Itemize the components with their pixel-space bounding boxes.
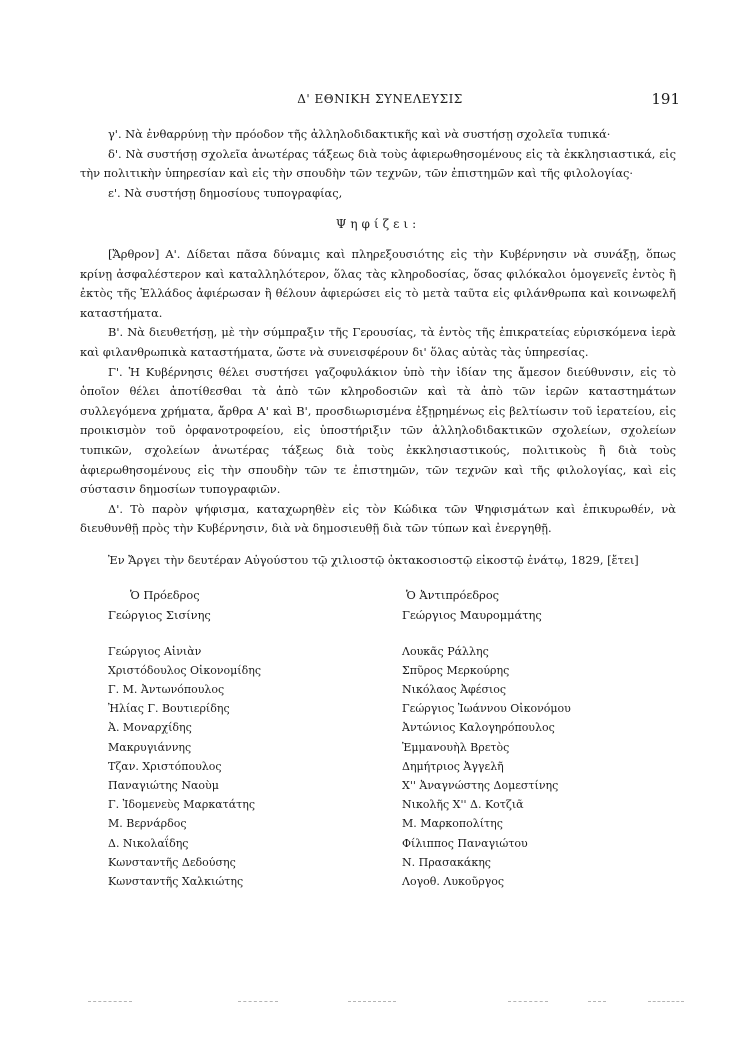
president-name: Γεώργιος Σισίνης [108,608,211,623]
signatory-name: Σπῦρος Μερκούρης [402,663,510,677]
signatory-name: Μ. Μαρκοπολίτης [402,817,503,831]
signatory-name: Γ. Ἰδομενεὺς Μαρκατάτης [108,798,255,812]
signatory-name: Λουκᾶς Ράλλης [402,644,489,658]
signatory-name: Νικόλαος Ἀφέσιος [402,683,507,697]
page-number: 191 [651,90,680,108]
signatory-name: Ἐμμανουὴλ Βρετὸς [402,740,510,754]
signatory-list-right [402,642,676,892]
intro-item-epsilon: ε'. Νὰ συστήσῃ δημοσίους τυπογραφίας, [108,185,343,200]
signatory-name: Γεώργιος Αἰνιὰν [108,644,202,658]
footer-dash [348,1001,396,1002]
page-header [80,92,680,112]
president-block [80,586,378,625]
signatory-name: Ν. Πρασακάκης [402,855,491,869]
vice-president-title: Ὁ Ἀντιπρόεδρος [406,588,500,603]
article-delta: Δ'. Τὸ παρὸν ψήφισμα, καταχωρηθὲν εἰς τὸν Κώδικα τῶν Ψηφισμάτων καὶ ἐπικυρωθέν, νὰ διευθυνθῇ πρὸς τὴν Κυβέρνησιν, διὰ νὰ δημοσιευθῇ διὰ τῶν τύπων καὶ ἐνεργηθῇ. [80,501,676,536]
signatory-name: Χ'' Ἀναγνώστης Δομεστίνης [402,779,559,793]
signatory-name: Γ. Μ. Ἀντωνόπουλος [108,683,225,697]
footer-dash [88,1001,132,1002]
running-title: Δ' ΕΘΝΙΚΗ ΣΥΝΕΛΕΥΣΙΣ [297,92,463,106]
vice-president-name: Γεώργιος Μαυρομμάτης [402,608,542,623]
president-title: Ὁ Πρόεδρος [130,588,200,603]
footer-dash [588,1001,606,1002]
document-body [80,125,676,891]
signatory-name: Νικολῆς Χ'' Δ. Κοτζιᾶ [402,798,524,812]
signatory-name: Δημήτριος Ἀγγελῆ [402,759,504,773]
signatory-column-left [80,642,378,892]
date-line: Ἐν Ἄργει τὴν δευτέραν Αὐγούστου τῷ χιλιοστῷ ὀκτακοσιοστῷ εἰκοστῷ ἐνάτῳ, 1829, [ἔτει] [108,552,639,567]
article-beta: Β'. Νὰ διευθετήσῃ, μὲ τὴν σύμπραξιν τῆς Γερουσίας, τὰ ἐντὸς τῆς ἐπικρατείας εὑρισκόμενα ἱερὰ καὶ φιλανθρωπικὰ καταστήματα, ὥστε νὰ συνεισφέρουν δι' ὅλας αὐτὰς τὰς ὑπηρεσίας. [80,325,676,359]
signature-heads [80,586,676,625]
signatory-name: Φίλιππος Παναγιώτου [402,836,528,850]
footer-dash [508,1001,548,1002]
article-gamma: Γ'. Ἡ Κυβέρνησις θέλει συστήσει γαζοφυλάκιον ὑπὸ τὴν ἰδίαν της ἄμεσον διεύθυνσιν, εἰς τὸ ὁποῖον θέλει ἀποτίθεσθαι τὰ ἀπὸ τῶν κληροδοσιῶν καὶ τὰ ἀπὸ τῶν ἱερῶν καταστημάτων συλλεγόμενα χρήματα, ἄρθρα Α' καὶ Β', προσδιωρισμένα ἐξῃρημένως εἰς βελτίωσιν τοῦ ἱερατείου, εἰς προικισμὸν τοῦ ὀρφανοτροφείου, εἰς ὑποστήριξιν τῶν ἀλληλοδιδακτικῶν σχολείων, σχολείων τυπικῶν, σχολείων ἀνωτέρας τάξεως διὰ τοὺς ἐκκλησιαστικούς, πολιτικοὺς ἢ διὰ τοὺς ἀφιερωθησομένους εἰς τὴν σπουδὴν τῶν τε ἐπιστημῶν, τῶν τεχνῶν καὶ τῆς φιλολογίας, καὶ εἰς σύστασιν δημοσίων τυπογραφιῶν. [80,364,676,497]
signatory-name: Ἀ. Μοναρχίδης [108,721,192,735]
signatory-name: Χριστόδουλος Οἰκονομίδης [108,663,261,677]
vice-president-block [378,586,676,625]
footer-dash [648,1001,684,1002]
signatory-name: Λογοθ. Λυκοῦργος [402,875,505,889]
signatory-name: Ἀντώνιος Καλογηρόπουλος [402,721,555,735]
signatory-name: Μ. Βερνάρδος [108,817,187,831]
signatory-name: Μακρυγιάννης [108,740,192,754]
signatory-name: Κωνσταντῆς Χαλκιώτης [108,875,244,889]
signatory-name: Δ. Νικολαΐδης [108,836,189,850]
signatory-name: Τζαν. Χριστόπουλος [108,759,222,773]
signatory-column-right [378,642,676,892]
signatory-name: Γεώργιος Ἰωάννου Οἰκονόμου [402,702,571,716]
signatory-name: Ἠλίας Γ. Βουτιερίδης [108,702,230,716]
article-alpha: [Ἄρθρον] Α'. Δίδεται πᾶσα δύναμις καὶ πληρεξουσιότης εἰς τὴν Κυβέρνησιν νὰ συνάξῃ, ὅπως κρίνῃ ἀσφαλέστερον καὶ καταλληλότερον, ὅλας τὰς κληροδοσίας, ὅσας φιλόκαλοι ὁμογενεῖς ἐντὸς ἢ ἐκτὸς τῆς Ἑλλάδος ἀφιέρωσαν ἢ θέλουν ἀφιερώσει εἰς τὸ μετὰ ταῦτα εἰς φιλάνθρωπα καὶ κοινωφελῆ καταστήματα. [80,246,676,320]
signatory-name: Κωνσταντῆς Δεδούσης [108,855,236,869]
signatory-lists [80,642,676,892]
vote-heading: Ψηφίζει: [335,217,421,232]
signatory-list-left [108,642,378,892]
footer-rule [88,1001,688,1002]
footer-dash [238,1001,278,1002]
intro-item-gamma: γ'. Νὰ ἐνθαρρύνῃ τὴν πρόοδον τῆς ἀλληλοδιδακτικῆς καὶ νὰ συστήσῃ σχολεῖα τυπικά· [108,127,611,141]
intro-item-delta: δ'. Νὰ συστήσῃ σχολεῖα ἀνωτέρας τάξεως διὰ τοὺς ἀφιερωθησομένους εἰς τὰ ἐκκλησιαστικά, εἰς τὴν πολιτικὴν ὑπηρεσίαν καὶ εἰς τὴν σπουδὴν τῶν τεχνῶν, τῶν ἐπιστημῶν καὶ τῆς φιλολογίας· [80,146,676,181]
signatory-name: Παναγιώτης Ναοὺμ [108,779,219,793]
